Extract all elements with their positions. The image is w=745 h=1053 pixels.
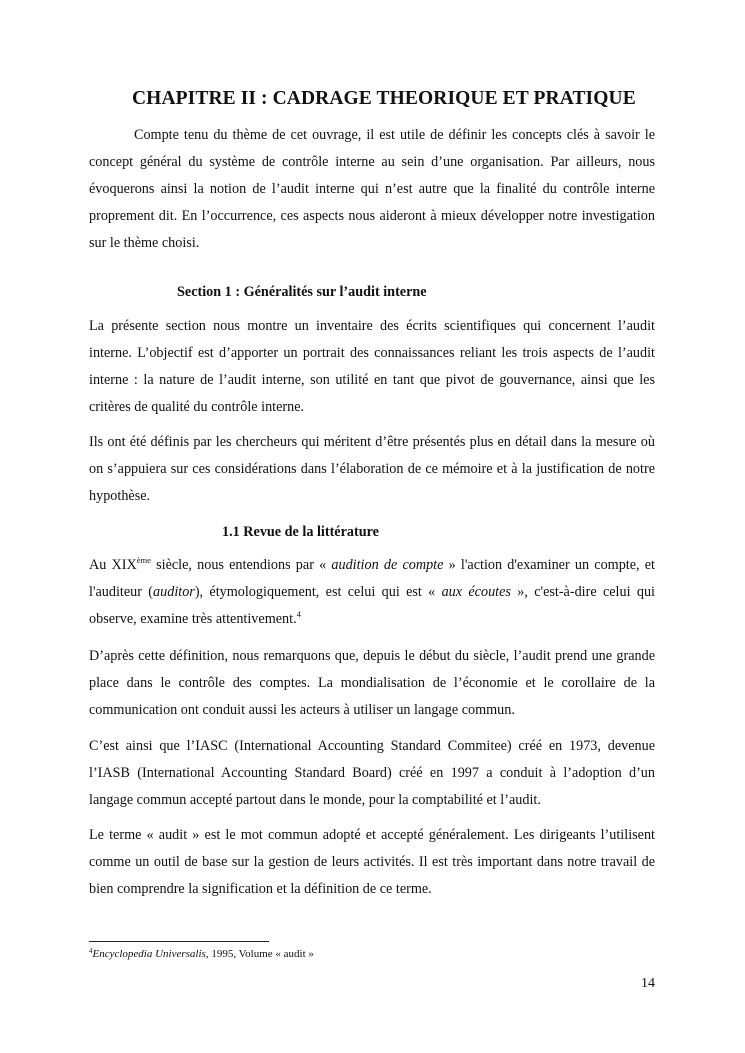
footnote-text: , 1995, Volume « audit » — [205, 948, 314, 960]
literature-paragraph-1 — [89, 552, 655, 633]
lit-text-1: Au XIX — [89, 557, 137, 573]
lit-text-4: ), étymologiquement, est celui qui est « — [194, 584, 442, 600]
footnote-title: Encyclopedia Universalis — [92, 948, 206, 960]
lit-italic-ecoutes: aux écoutes — [441, 584, 511, 600]
lit-italic-audition: audition de compte — [331, 557, 444, 573]
intro-paragraph: Compte tenu du thème de cet ouvrage, il est utile de définir les concepts clés à savoir le concept général du système de contrôle interne au sein d’une organisation. Par ailleurs, nous évoquerons ainsi la notion de l’audit interne qui n’est autre que la finalité du contrôle interne proprement dit. En l’occurrence, ces aspects nous aideront à mieux développer notre investigation sur le thème choisi. — [89, 127, 655, 251]
literature-paragraph-4: Le terme « audit » est le mot commun adopté et accepté généralement. Les dirigeants l’utilisent comme un outil de base sur la gestion de leurs activités. Il est très important dans notre travail de bien comprendre la signification et la définition de ce terme. — [89, 827, 655, 897]
footnote — [89, 948, 314, 960]
section-paragraph-1: La présente section nous montre un inventaire des écrits scientifiques qui concernent l’audit interne. L’objectif est d’apporter un portrait des connaissances reliant les trois aspects de l’audit interne : la nature de l’audit interne, son utilité en tant que pivot de gouvernance, ainsi que les critères de qualité du contrôle interne. — [89, 318, 655, 415]
page-number: 14 — [641, 976, 655, 991]
literature-paragraph-3: C’est ainsi que l’IASC (International Accounting Standard Commitee) créé en 1973, devenue l’IASB (International Accounting Standard Board) créé en 1997 a conduit à l’adoption d’un langage commun accepté partout dans le monde, pour la comptabilité et l’audit. — [89, 738, 655, 808]
lit-text-3: » l'action d'examiner un compte, et l'auditeur ( — [89, 557, 656, 600]
lit-italic-auditor: auditor — [153, 584, 195, 600]
footnote-number: 4 — [89, 947, 93, 955]
lit-text-5: », c'est-à-dire celui qui observe, examine très attentivement. — [89, 584, 655, 627]
section-heading: Section 1 : Généralités sur l’audit interne — [177, 284, 427, 300]
subsection-heading: 1.1 Revue de la littérature — [222, 524, 379, 540]
lit-text-2: siècle, nous entendions par « — [150, 557, 332, 573]
literature-paragraph-2: D’après cette définition, nous remarquons que, depuis le début du siècle, l’audit prend une grande place dans le contrôle des comptes. La mondialisation de l’économie et le corollaire de la communication ont conduit aussi les acteurs à utiliser un langage commun. — [89, 648, 655, 718]
footnote-separator — [89, 941, 269, 942]
section-paragraph-2: Ils ont été définis par les chercheurs qui méritent d’être présentés plus en détail dans la mesure où on s’appuiera sur ces considérations dans l’élaboration de ce mémoire et à la justification de notre hypothèse. — [89, 434, 655, 504]
century-superscript: ème — [136, 555, 151, 565]
footnote-reference: 4 — [296, 609, 301, 619]
chapter-title: CHAPITRE II : CADRAGE THEORIQUE ET PRATIQUE — [132, 88, 636, 109]
